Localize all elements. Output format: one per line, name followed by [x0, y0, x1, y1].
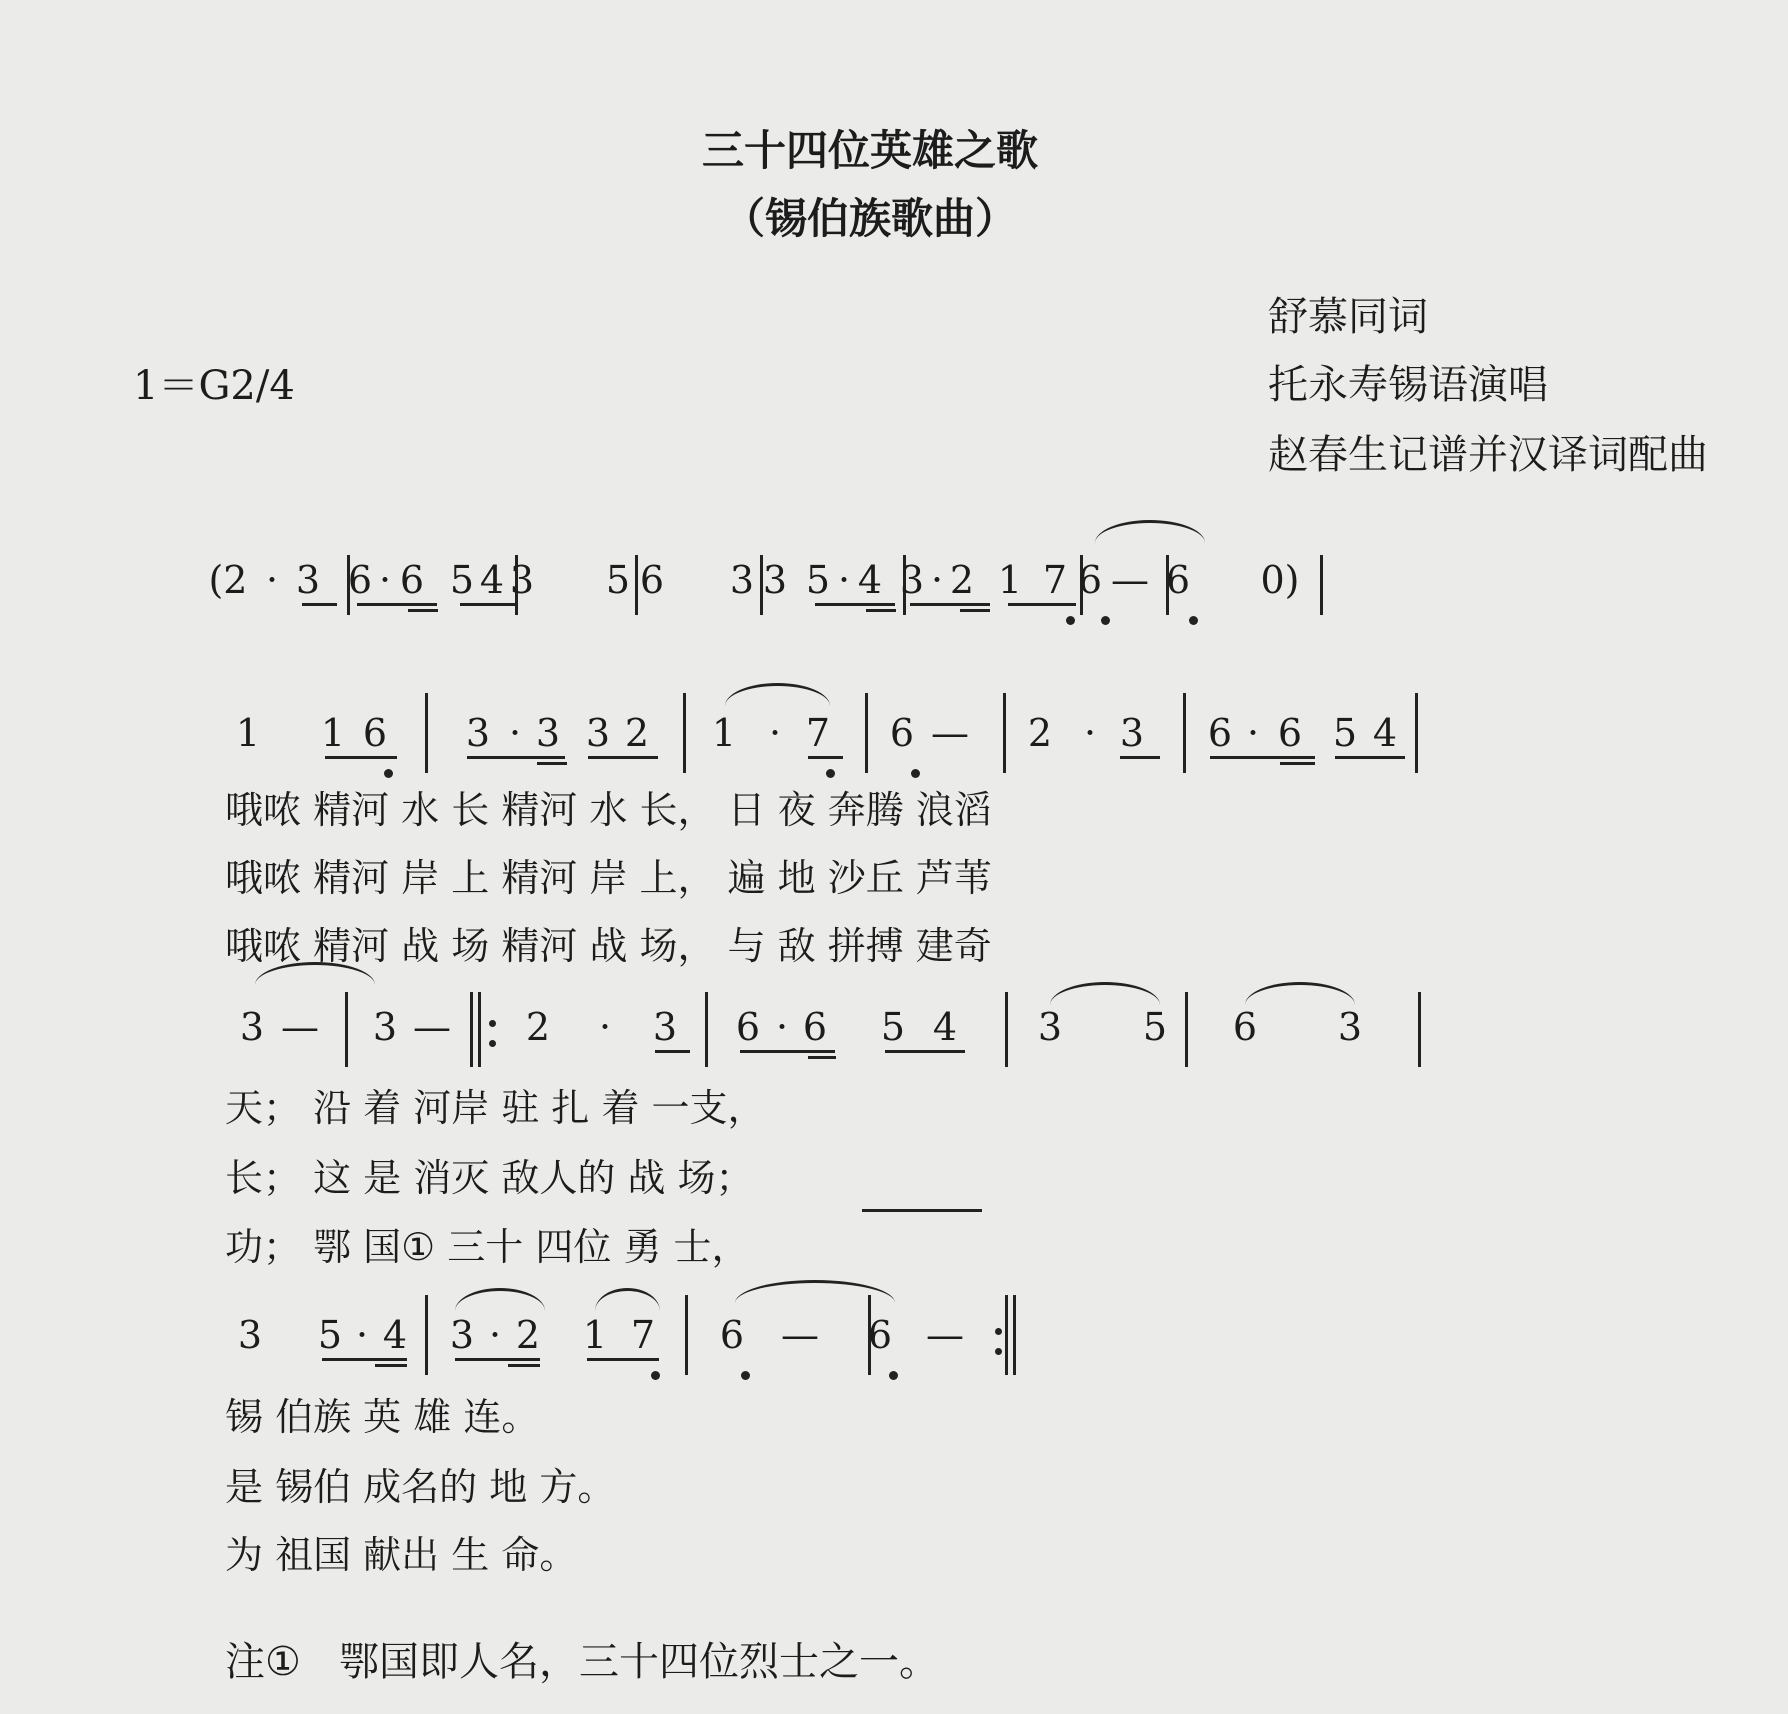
note: 4: [1372, 711, 1398, 755]
note: 7: [805, 711, 831, 755]
lyric-verse-3: 哦哝 精河 战 场 精河 战 场， 与 敌 拼搏 建奇: [225, 924, 992, 968]
note: ·: [1246, 711, 1260, 755]
note: 5: [805, 558, 831, 602]
underline: [1280, 762, 1315, 765]
note: 6: [1165, 558, 1191, 602]
note: 6: [1277, 711, 1303, 755]
note: 3: [762, 558, 788, 602]
note: 6: [802, 1005, 828, 1049]
underline: [808, 1056, 836, 1059]
note: 7: [1042, 558, 1068, 602]
note: 3: [509, 558, 535, 602]
note: 3: [1337, 1005, 1363, 1049]
note: —: [781, 1313, 819, 1357]
repeat-dot: [995, 1328, 1002, 1335]
note: 6: [867, 1313, 893, 1357]
note: ·: [508, 711, 522, 755]
end-repeat-barline: [1005, 1295, 1008, 1375]
underline: [508, 1364, 540, 1367]
lyric-underline: [862, 1209, 982, 1212]
lyric-verse-1: 天； 沿 着 河岸 驻 扎 着 一支，: [225, 1086, 766, 1130]
note: 2: [1027, 711, 1053, 755]
singer-credit: 托永寿锡语演唱: [1268, 362, 1548, 408]
barline: [1320, 555, 1323, 615]
note: 5: [880, 1005, 906, 1049]
barline: [1003, 693, 1006, 773]
note: 3: [899, 558, 925, 602]
lyric-verse-1: 哦哝 精河 水 长 精河 水 长， 日 夜 奔腾 浪滔: [225, 788, 992, 832]
note: 3: [239, 1005, 265, 1049]
note: 1: [997, 558, 1023, 602]
repeat-dot: [995, 1348, 1002, 1355]
note: ·: [775, 1005, 789, 1049]
low-octave-dot: [1189, 616, 1198, 625]
note: ·: [837, 558, 851, 602]
low-octave-dot: [741, 1371, 750, 1380]
note: —: [413, 1005, 451, 1049]
repeat-barline: [478, 992, 481, 1067]
note: 4: [382, 1313, 408, 1357]
footnote: 注① 鄂国即人名，三十四位烈士之一。: [225, 1639, 940, 1685]
song-title: 三十四位英雄之歌: [701, 126, 1038, 175]
low-octave-dot: [651, 1371, 660, 1380]
melody-line-3: [0, 1310, 1788, 1370]
note: 1: [235, 711, 261, 755]
barline: [1418, 992, 1421, 1067]
underline: [408, 609, 438, 612]
barline: [1005, 992, 1008, 1067]
note: 3: [729, 558, 755, 602]
underline: [537, 762, 567, 765]
note: —: [281, 1005, 319, 1049]
note: 6: [1077, 558, 1103, 602]
low-octave-dot: [911, 769, 920, 778]
note: ·: [768, 711, 782, 755]
note: 2: [624, 711, 650, 755]
low-octave-dot: [1066, 616, 1075, 625]
note: 6: [1207, 711, 1233, 755]
note: 3: [295, 558, 321, 602]
note: —: [931, 711, 969, 755]
lyric-verse-2: 是 锡伯 成名的 地 方。: [225, 1465, 616, 1509]
lyric-verse-1: 锡 伯族 英 雄 连。: [225, 1395, 540, 1439]
note: 1: [320, 711, 346, 755]
note: 3: [1119, 711, 1145, 755]
lyric-verse-3: 为 祖国 献出 生 命。: [225, 1533, 578, 1577]
note: 3: [237, 1313, 263, 1357]
note: 5: [317, 1313, 343, 1357]
note: 3: [449, 1313, 475, 1357]
tie-arc: [1095, 520, 1205, 543]
tie-arc: [455, 1288, 545, 1311]
note: 5: [605, 558, 631, 602]
note: 6: [362, 711, 388, 755]
note: ·: [265, 558, 279, 602]
note: ·: [355, 1313, 369, 1357]
lyric-verse-3: 功； 鄂 国① 三十 四位 勇 士，: [225, 1225, 750, 1269]
low-octave-dot: [889, 1371, 898, 1380]
note: 6: [889, 711, 915, 755]
barline: [425, 1295, 428, 1375]
note: ·: [488, 1313, 502, 1357]
note: —: [926, 1313, 964, 1357]
tie-arc: [725, 683, 830, 706]
note: ·: [930, 558, 944, 602]
note: 0): [1260, 558, 1300, 602]
note: 2: [515, 1313, 541, 1357]
barline: [685, 1295, 688, 1375]
note: 6: [1232, 1005, 1258, 1049]
barline: [1415, 693, 1418, 773]
note: 3: [372, 1005, 398, 1049]
underline: [960, 609, 990, 612]
note: 6: [399, 558, 425, 602]
note: 3: [1037, 1005, 1063, 1049]
note: 2: [525, 1005, 551, 1049]
lyric-verse-2: 长； 这 是 消灭 敌人的 战 场；: [225, 1156, 754, 1200]
note: 6: [719, 1313, 745, 1357]
note: 3: [585, 711, 611, 755]
note: 3: [652, 1005, 678, 1049]
note: 4: [857, 558, 883, 602]
note: 1: [582, 1313, 608, 1357]
note: ·: [598, 1005, 612, 1049]
note: —: [1111, 558, 1149, 602]
lyric-verse-2: 哦哝 精河 岸 上 精河 岸 上， 遍 地 沙丘 芦苇: [225, 856, 992, 900]
end-repeat-barline: [1013, 1295, 1016, 1375]
note: 6: [735, 1005, 761, 1049]
note: 6: [639, 558, 665, 602]
barline: [705, 992, 708, 1067]
note: 1: [711, 711, 737, 755]
intro-line: [0, 555, 1788, 615]
note: 4: [932, 1005, 958, 1049]
note: ·: [378, 558, 392, 602]
barline: [1185, 992, 1188, 1067]
low-octave-dot: [1101, 616, 1110, 625]
melody-line-2: [0, 1002, 1788, 1062]
note: 6: [347, 558, 373, 602]
note: 5: [449, 558, 475, 602]
barline: [345, 992, 348, 1067]
repeat-barline: [470, 992, 473, 1067]
lyricist-credit: 舒慕同词: [1268, 294, 1428, 340]
song-subtitle: （锡伯族歌曲）: [722, 194, 1017, 243]
tie-arc: [735, 1280, 895, 1303]
composer-credit: 赵春生记谱并汉译词配曲: [1268, 432, 1708, 478]
melody-line-1: [0, 708, 1788, 768]
note: 3: [465, 711, 491, 755]
low-octave-dot: [384, 769, 393, 778]
note: (2: [208, 558, 248, 602]
repeat-dot: [489, 1040, 496, 1047]
note: 7: [630, 1313, 656, 1357]
note: 2: [949, 558, 975, 602]
underline: [375, 1364, 407, 1367]
barline: [425, 693, 428, 773]
note: ·: [1083, 711, 1097, 755]
barline: [683, 693, 686, 773]
barline: [865, 693, 868, 773]
repeat-dot: [489, 1020, 496, 1027]
barline: [1183, 693, 1186, 773]
underline: [866, 609, 896, 612]
note: 4: [479, 558, 505, 602]
note: 5: [1332, 711, 1358, 755]
note: 3: [535, 711, 561, 755]
key-signature: 1＝G2/4: [133, 363, 295, 409]
tie-arc: [595, 1288, 660, 1311]
note: 5: [1142, 1005, 1168, 1049]
low-octave-dot: [826, 769, 835, 778]
